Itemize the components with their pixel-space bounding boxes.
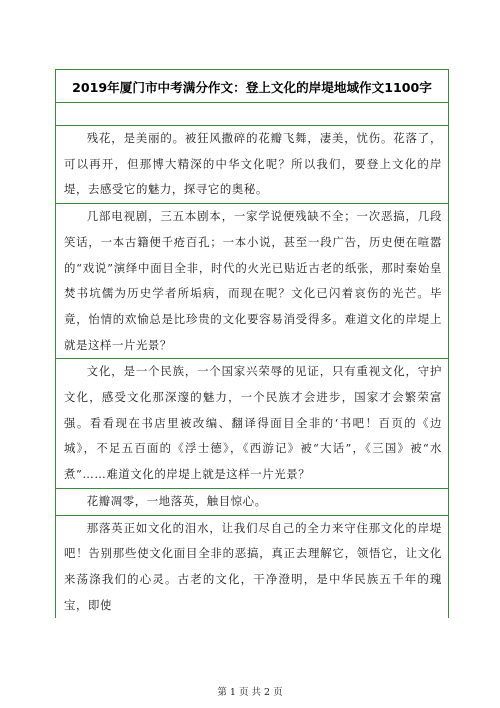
- document-title: 2019年厦门市中考满分作文：登上文化的岸堤地域作文1100字: [72, 79, 432, 95]
- paragraph-row: [56, 126, 448, 204]
- title-row: [56, 70, 448, 103]
- empty-row: [56, 103, 448, 126]
- paragraph-row: [56, 516, 448, 619]
- paragraph-row: [56, 489, 448, 516]
- page-number-text: 第 1 页 共 2 页: [217, 687, 283, 698]
- document-table: [55, 69, 449, 618]
- paragraph-1: 残花，是美丽的。被狂风撒碎的花瓣飞舞，凄美，忧伤。花落了，可以再开，但那博大精深的中华文化呢？所以我们，要登上文化的岸堤，去感受它的魅力，探寻它的奥秘。: [64, 131, 442, 197]
- paragraph-3: 文化，是一个民族，一个国家兴荣辱的见证，只有重视文化，守护文化，感受文化那深邃的魅力，一个民族才会进步，国家才会繁荣富强。看看现在书店里被改编、翻译得面目全非的‘书吧！百页的《边城》，不足五百面的《浮士德》，《西游记》被“大话”，《三国》被“水煮”……难道文化的岸堤上就是这样一片光景？: [64, 364, 442, 482]
- paragraph-row: [56, 204, 448, 359]
- paragraph-2: 几部电视剧，三五本剧本，一家学说便残缺不全；一次恶搞，几段笑话，一本古籍便千疮百孔；一本小说，甚至一段广告，历史便在喧嚣的“戏说”演绎中面目全非，时代的火光已贴近古老的纸张，那时秦始皇焚书坑儒为历史学者所垢病，而现在呢？文化已闪着哀伤的光芒。毕竟，怡情的欢愉总是比珍贵的文化要容易消受得多。难道文化的岸堤上就是这样一片光景？: [64, 209, 442, 352]
- page-footer: [0, 684, 500, 698]
- paragraph-row: [56, 359, 448, 489]
- paragraph-5: 那落英正如文化的泪水，让我们尽自己的全力来守住那文化的岸堤吧！告别那些使文化面目全非的恶搞，真正去理解它，领悟它，让文化来荡涤我们的心灵。古老的文化，干净澄明，是中华民族五千年的瑰宝，即使: [64, 520, 442, 612]
- paragraph-4: 花瓣凋零，一地落英，触目惊心。: [86, 493, 267, 508]
